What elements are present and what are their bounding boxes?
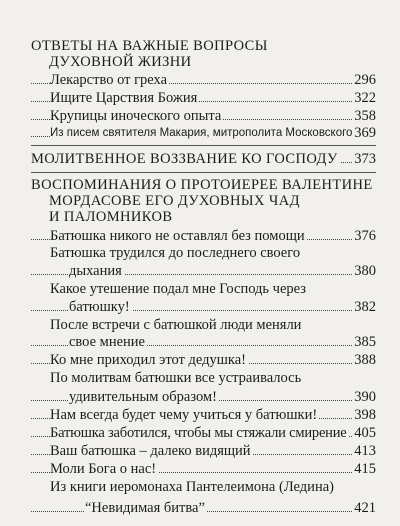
toc-entry-title: Крупицы иноческого опыта xyxy=(50,108,222,124)
toc-entry[interactable] xyxy=(0,442,400,460)
toc-entry-title: Из писем святителя Макария, митрополита Московского xyxy=(50,124,354,142)
toc-entry[interactable] xyxy=(0,499,400,517)
section-divider xyxy=(31,172,376,173)
toc-entry-page: 390 xyxy=(354,389,376,405)
toc-entry-title-cont: свое мнение xyxy=(69,334,145,350)
toc-entry-page: 405 xyxy=(354,425,376,441)
toc-entry-page: 398 xyxy=(354,407,376,423)
toc-entry[interactable] xyxy=(0,406,400,424)
toc-entry-page: 385 xyxy=(354,334,376,350)
toc-entry-title: Моли Бога о нас! xyxy=(50,461,157,477)
toc-entry-title-cont: дыхания xyxy=(69,263,122,279)
toc-entry-page: 388 xyxy=(354,352,376,368)
toc-entry[interactable] xyxy=(0,460,400,478)
toc-entry-page: 382 xyxy=(354,299,376,315)
toc-entry-title: Лекарство от греха xyxy=(50,72,168,88)
toc-entry[interactable] xyxy=(0,124,400,142)
toc-entry[interactable] xyxy=(0,351,400,369)
toc-entry-page: 415 xyxy=(354,461,376,477)
toc-entry-page: 380 xyxy=(354,263,376,279)
section-heading-line: ОТВЕТЫ НА ВАЖНЫЕ ВОПРОСЫ xyxy=(31,38,268,54)
toc-entry-title: Батюшка никого не оставлял без помощи xyxy=(50,228,305,244)
toc-entry-title: Ваш батюшка – далеко видящий xyxy=(50,443,251,459)
toc-entry[interactable] xyxy=(0,298,400,316)
toc-entry-title: После встречи с батюшкой люди меняли xyxy=(50,317,302,333)
toc-entry[interactable] xyxy=(0,424,400,442)
toc-entry-page: 369 xyxy=(354,125,376,141)
toc-entry-page: 296 xyxy=(354,72,376,88)
toc-section-entry[interactable] xyxy=(0,150,400,168)
toc-entry-page: 376 xyxy=(354,228,376,244)
toc-entry-title: Ищите Царствия Божия xyxy=(50,90,198,106)
toc-entry-title-cont: батюшку! xyxy=(69,299,130,315)
toc-entry-title: Из книги иеромонаха Пантелеимона (Ледина) xyxy=(50,479,334,495)
toc-entry-title: Какое утешение подал мне Господь через xyxy=(50,281,306,297)
toc-entry-page: 421 xyxy=(354,500,376,516)
section-heading-line: МОРДАСОВЕ ЕГО ДУХОВНЫХ ЧАД xyxy=(49,193,300,209)
section-heading-line: ВОСПОМИНАНИЯ О ПРОТОИЕРЕЕ ВАЛЕНТИНЕ xyxy=(31,177,373,193)
toc-entry-title: Нам всегда будет чему учиться у батюшки! xyxy=(50,407,318,423)
toc-entry-title: Батюшка заботился, чтобы мы стяжали смирение xyxy=(50,425,347,441)
section-heading: МОЛИТВЕННОЕ ВОЗЗВАНИЕ КО ГОСПОДУ xyxy=(31,151,338,167)
toc-entry[interactable] xyxy=(0,71,400,89)
toc-entry-title-cont: “Невидимая битва” xyxy=(85,500,205,516)
toc-entry[interactable] xyxy=(0,262,400,280)
toc-entry-title: Ко мне приходил этот дедушка! xyxy=(50,352,247,368)
toc-entry-page: 413 xyxy=(354,443,376,459)
toc-entry[interactable] xyxy=(0,333,400,351)
toc-entry-title: По молитвам батюшки все устраивалось xyxy=(50,370,302,386)
section-heading-answers xyxy=(31,38,376,70)
section-heading-memories xyxy=(31,177,376,225)
toc-entry-page: 373 xyxy=(354,151,376,167)
toc-entry[interactable] xyxy=(0,388,400,406)
section-heading-line: ДУХОВНОЙ ЖИЗНИ xyxy=(49,54,192,70)
toc-entry[interactable] xyxy=(0,227,400,245)
section-divider xyxy=(31,145,376,146)
toc-entry[interactable] xyxy=(0,107,400,125)
toc-entry-title: Батюшка трудился до последнего своего xyxy=(50,245,301,261)
toc-entry[interactable] xyxy=(0,89,400,107)
section-heading-line: И ПАЛОМНИКОВ xyxy=(49,209,173,225)
toc-entry-page: 322 xyxy=(354,90,376,106)
toc-entry-page: 358 xyxy=(354,108,376,124)
toc-entry-title-cont: удивительным образом! xyxy=(69,389,217,405)
